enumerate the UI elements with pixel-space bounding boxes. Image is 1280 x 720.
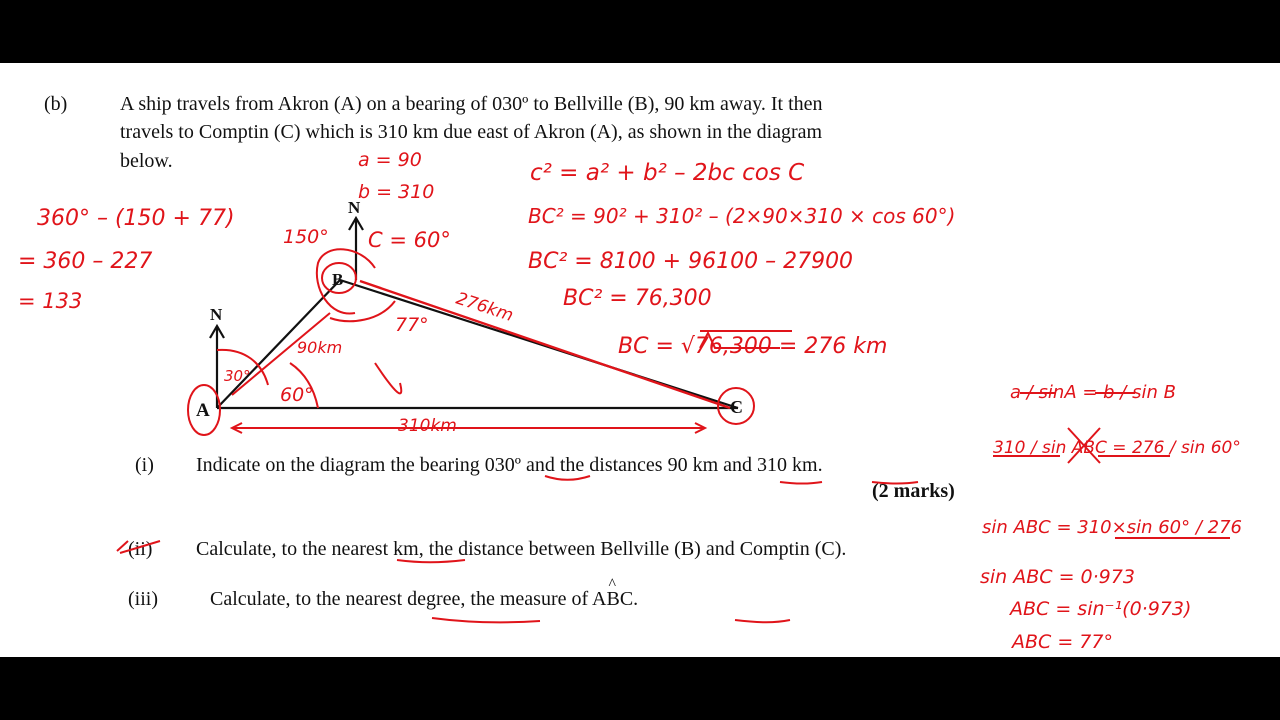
underline-abc: [735, 620, 790, 622]
sine-rule-5: ABC = sin⁻¹(0·973): [1010, 598, 1192, 620]
worksheet-page: [0, 63, 1280, 657]
underline-nearest-degree: [432, 618, 540, 622]
given-a: a = 90: [358, 149, 422, 171]
sine-rule-4: sin ABC = 0·973: [980, 566, 1135, 588]
north-a-label: N: [210, 305, 223, 324]
note-310km: 310km: [398, 416, 457, 436]
diagram-and-annotations: [0, 63, 1280, 657]
subquestion-i-number: (i): [135, 454, 154, 476]
subquestion-iii-number: (iii): [128, 588, 158, 610]
underline-90km: [780, 482, 822, 484]
question-part-label: (b): [44, 93, 68, 115]
question-line-3: below.: [120, 150, 173, 172]
cosine-rule-3: BC² = 8100 + 96100 – 27900: [528, 249, 854, 274]
point-a-label: A: [196, 400, 210, 421]
77-pointer: [375, 363, 401, 393]
cosine-rule-1: c² = a² + b² – 2bc cos C: [530, 160, 805, 186]
subquestion-iii-text: Calculate, to the nearest degree, the measure of AB ^ C.: [210, 576, 639, 610]
subquestion-i-marks: (2 marks): [872, 480, 955, 502]
tick-ii: [117, 541, 160, 553]
cosine-rule-4: BC² = 76,300: [563, 286, 712, 311]
left-calc-1: 360° – (150 + 77): [37, 206, 235, 231]
sine-rule-2: 310 / sin ABC = 276 / sin 60°: [993, 438, 1241, 458]
underline-030: [545, 476, 590, 480]
note-276km: 276km: [453, 288, 516, 326]
subquestion-i-text: Indicate on the diagram the bearing 030º and the distances 90 km and 310 km.: [196, 454, 823, 476]
sine-rule-1: a / sinA = b / sin B: [1010, 382, 1176, 403]
underline-310km: [872, 482, 918, 484]
sine-rule-6: ABC = 77°: [1012, 631, 1113, 653]
north-b-label: N: [348, 198, 361, 217]
question-line-2: travels to Comptin (C) which is 310 km due east of Akron (A), as shown in the diagram: [120, 121, 823, 143]
note-77: 77°: [395, 314, 429, 336]
left-calc-3: = 133: [18, 289, 83, 313]
left-calc-2: = 360 – 227: [18, 249, 153, 274]
point-b-label: B: [332, 270, 344, 289]
note-60: 60°: [280, 384, 314, 406]
given-b: b = 310: [358, 181, 435, 203]
given-c: C = 60°: [368, 228, 451, 252]
note-30: 30°: [224, 367, 251, 385]
cosine-rule-5: BC = √76,300 = 276 km: [618, 334, 888, 359]
cosine-rule-2: BC² = 90² + 310² – (2×90×310 × cos 60°): [528, 204, 956, 228]
point-c-label: C: [730, 397, 743, 417]
underline-nearest-km: [397, 560, 465, 562]
question-line-1: A ship travels from Akron (A) on a bearing of 030º to Bellville (B), 90 km away. It then: [120, 93, 823, 115]
subquestion-ii-number: (ii): [128, 538, 153, 560]
note-150: 150°: [283, 226, 329, 248]
subquestion-ii-text: Calculate, to the nearest km, the distance between Bellville (B) and Comptin (C).: [196, 538, 847, 560]
note-90km: 90km: [297, 338, 343, 357]
sine-rule-3: sin ABC = 310×sin 60° / 276: [982, 517, 1242, 538]
